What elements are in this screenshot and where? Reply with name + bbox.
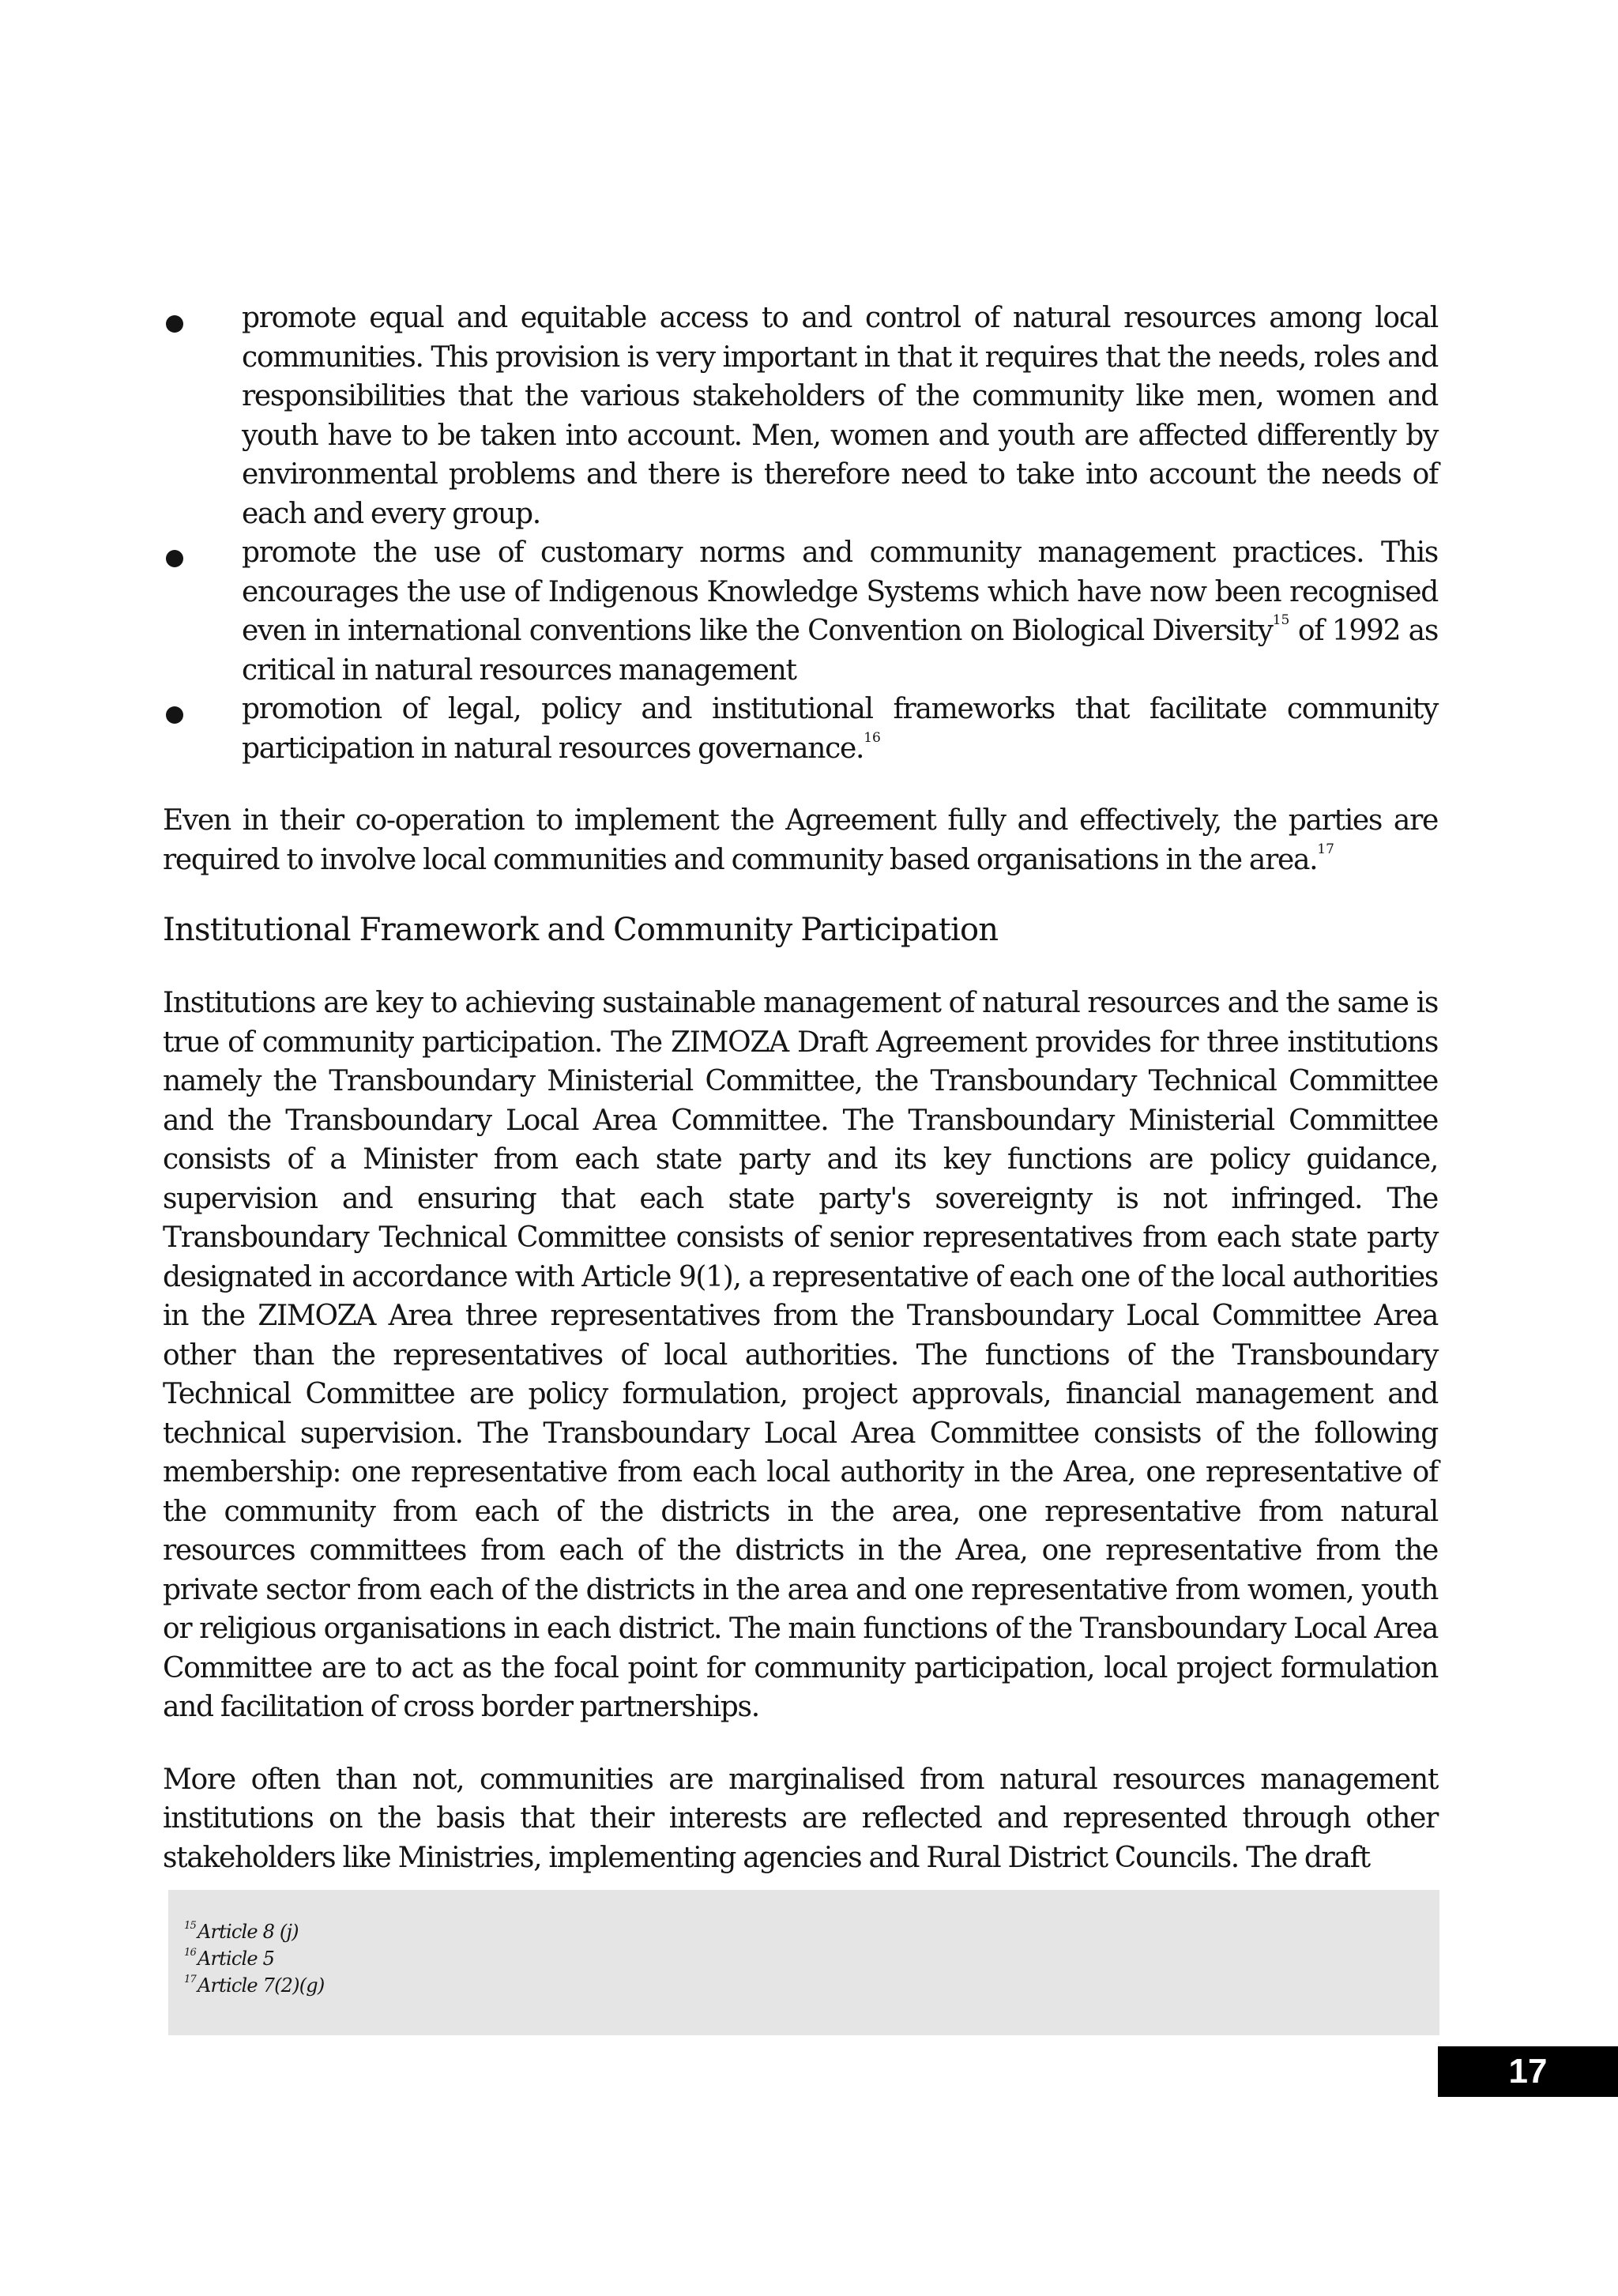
footnote-text: Article 5: [197, 1948, 275, 1970]
bullet-icon: [166, 706, 183, 724]
bullet-text-continued: of 1992 as critical in natural resources management: [242, 615, 1438, 687]
footnote-number: 17: [184, 1974, 196, 1985]
page-number: 17: [1438, 2046, 1618, 2097]
bullet-list: [163, 299, 1438, 768]
footnote-ref: 15: [1272, 612, 1290, 628]
paragraph-cooperation: [163, 801, 1438, 879]
footnote-item: [184, 1945, 1439, 1972]
paragraph-institutions: Institutions are key to achieving sustainable management of natural resources and the same is true of community participation. The ZIMOZA Draft Agreement provides for three institutions namely the Transboundary Ministerial Committee, the Transboundary Technical Committee and the Transboundary Local Area Committee. The Transboundary Ministerial Committee consists of a Minister from each state party and its key functions are policy guidance, supervision and ensuring that each state party's sovereignty is not infringed. The Transboundary Technical Committee consists of senior representatives from each state party designated in accordance with Article 9(1), a representative of each one of the local authorities in the ZIMOZA Area three representatives from the Transboundary Local Committee Area other than the representatives of local authorities. The functions of the Transboundary Technical Committee are policy formulation, project approvals, financial management and technical supervision. The Transboundary Local Area Committee consists of the following membership: one representative from each local authority in the Area, one representative of the community from each of the districts in the area, one representative from natural resources committees from each of the districts in the Area, one representative from the private sector from each of the districts in the area and one representative from women, youth or religious organisations in each district. The main functions of the Transboundary Local Area Committee are to act as the focal point for community participation, local project formulation and facilitation of cross border partnerships.: [163, 987, 1438, 1723]
footnote-number: 16: [184, 1947, 196, 1959]
footnote-text: Article 8 (j): [197, 1921, 299, 1943]
list-item: [163, 533, 1438, 690]
paragraph-marginalised: More often than not, communities are marginalised from natural resources management institutions on the basis that their interests are reflected and represented through other stakeholders like Ministries, implementing agencies and Rural District Councils. The draft: [163, 1763, 1438, 1874]
bullet-text: promotion of legal, policy and institutional frameworks that facilitate community participation in natural resources governance.: [242, 693, 1438, 765]
section-heading: Institutional Framework and Community Participation: [163, 912, 999, 948]
list-item: [163, 690, 1438, 768]
bullet-text: promote the use of customary norms and community management practices. This encourages the use of Indigenous Knowledge Systems which have now been recognised even in international conventions like the Convention on Biological Diversity: [242, 536, 1438, 647]
bullet-text: promote equal and equitable access to and control of natural resources among local communities. This provision is very important in that it requires that the needs, roles and responsibilities that the various stakeholders of the community like men, women and youth have to be taken into account. Men, women and youth are affected differently by environmental problems and there is therefore need to take into account the needs of each and every group.: [242, 302, 1438, 530]
footnotes-box: [168, 1890, 1439, 2035]
bullet-icon: [166, 315, 183, 333]
footnote-text: Article 7(2)(g): [197, 1974, 325, 1997]
footnote-item: [184, 1972, 1439, 1999]
footnote-number: 15: [184, 1920, 196, 1932]
list-item: [163, 299, 1438, 533]
footnote-ref: 16: [864, 729, 881, 746]
paragraph-text: Even in their co-operation to implement the Agreement fully and effectively, the parties are required to involve local communities and community based organisations in the area.: [163, 804, 1438, 876]
footnote-item: [184, 1918, 1439, 1945]
main-content: [163, 299, 1438, 1877]
footnote-ref: 17: [1317, 841, 1334, 857]
bullet-icon: [166, 550, 183, 567]
